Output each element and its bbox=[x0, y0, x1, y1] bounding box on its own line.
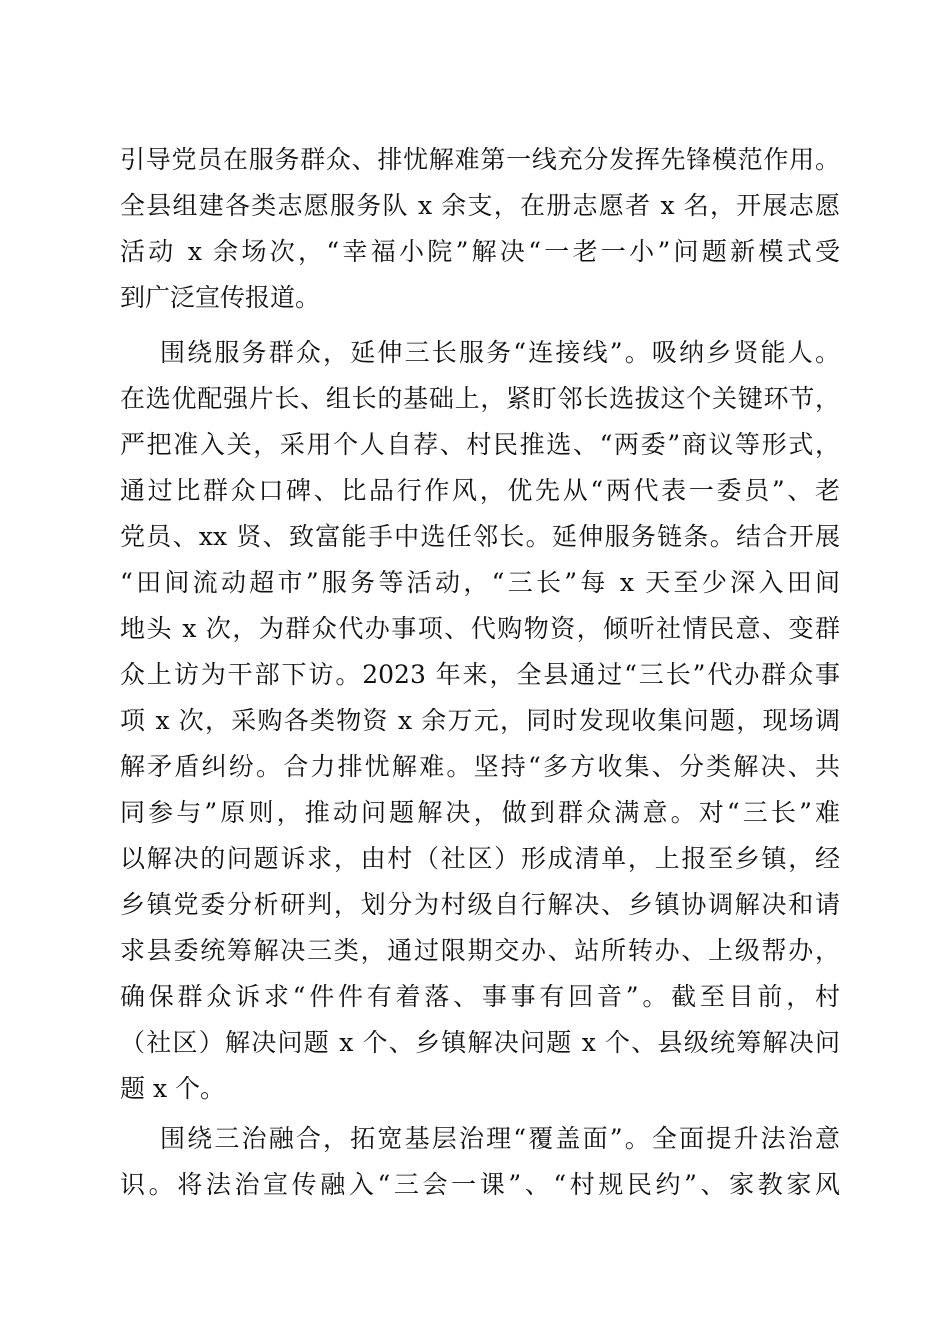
paragraph-3-line-1: 围绕三治融合，拓宽基层治理“覆盖面”。全面提升法治意 bbox=[160, 1124, 840, 1153]
paragraph-2-line-6: “田间流动超市”服务等活动，“三长”每 x 天至少深入田间 bbox=[120, 568, 840, 597]
paragraph-2-line-17: 题 x 个。 bbox=[120, 1074, 225, 1103]
paragraph-1-line-3: 活动 x 余场次，“幸福小院”解决“一老一小”问题新模式受 bbox=[120, 237, 840, 266]
paragraph-2-line-1: 围绕服务群众，延伸三长服务“连接线”。吸纳乡贤能人。 bbox=[160, 338, 840, 367]
paragraph-2-line-10: 解矛盾纠纷。合力排忧解难。坚持“多方收集、分类解决、共 bbox=[120, 752, 840, 781]
paragraph-2-line-7: 地头 x 次，为群众代办事项、代购物资，倾听社情民意、变群 bbox=[120, 614, 840, 643]
paragraph-1-line-2: 全县组建各类志愿服务队 x 余支，在册志愿者 x 名，开展志愿 bbox=[120, 191, 840, 220]
paragraph-1-line-4: 到广泛宣传报道。 bbox=[120, 283, 321, 312]
paragraph-2-line-15: 确保群众诉求“件件有着落、事事有回音”。截至目前，村 bbox=[120, 982, 840, 1011]
paragraph-2-line-5: 党员、xx 贤、致富能手中选任邻长。延伸服务链条。结合开展 bbox=[120, 522, 840, 551]
paragraph-2-line-11: 同参与”原则，推动问题解决，做到群众满意。对“三长”难 bbox=[120, 798, 840, 827]
paragraph-2-line-9: 项 x 次，采购各类物资 x 余万元，同时发现收集问题，现场调 bbox=[120, 706, 840, 735]
paragraph-2-line-2: 在选优配强片长、组长的基础上，紧盯邻长选拔这个关键环节， bbox=[120, 384, 840, 413]
paragraph-2-line-14: 求县委统筹解决三类，通过限期交办、站所转办、上级帮办， bbox=[120, 936, 840, 965]
paragraph-2-line-3: 严把准入关，采用个人自荐、村民推选、“两委”商议等形式， bbox=[120, 430, 840, 459]
paragraph-1-line-1: 引导党员在服务群众、排忧解难第一线充分发挥先锋模范作用。 bbox=[120, 145, 840, 174]
paragraph-2-line-16: （社区）解决问题 x 个、乡镇解决问题 x 个、县级统筹解决问 bbox=[120, 1028, 840, 1057]
paragraph-2-line-8: 众上访为干部下访。2023 年来，全县通过“三长”代办群众事 bbox=[120, 660, 840, 689]
paragraph-2-line-13: 乡镇党委分析研判，划分为村级自行解决、乡镇协调解决和请 bbox=[120, 890, 840, 919]
paragraph-3-line-2: 识。将法治宣传融入“三会一课”、“村规民约”、家教家风 bbox=[120, 1170, 840, 1199]
paragraph-2-line-4: 通过比群众口碑、比品行作风，优先从“两代表一委员”、老 bbox=[120, 476, 840, 505]
paragraph-2-line-12: 以解决的问题诉求，由村（社区）形成清单，上报至乡镇，经 bbox=[120, 844, 840, 873]
